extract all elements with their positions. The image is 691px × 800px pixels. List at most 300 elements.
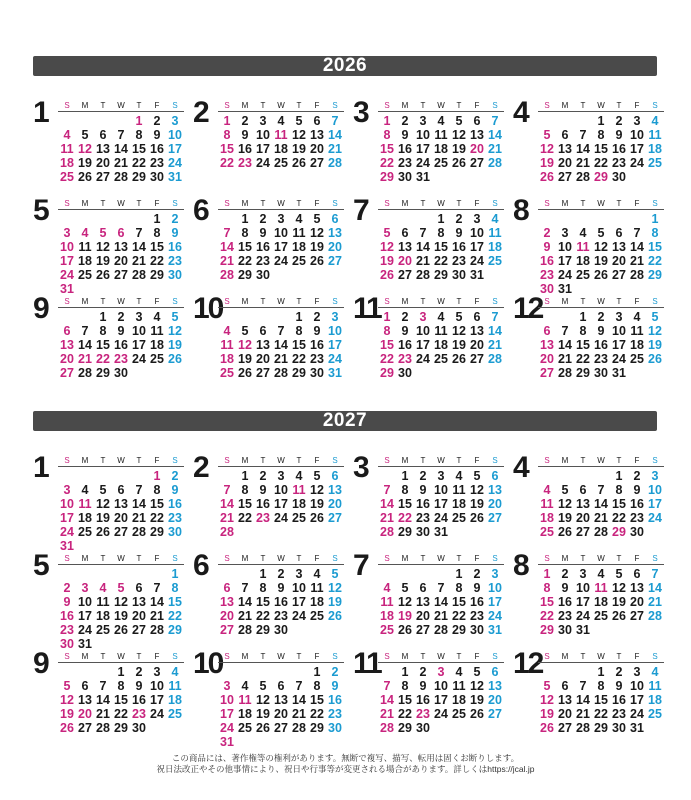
day-cell: 23 xyxy=(558,609,572,623)
day-cell: 17 xyxy=(150,693,164,707)
empty-cell xyxy=(556,310,574,324)
day-cell: 28 xyxy=(416,268,430,282)
footer-line-1: この商品には、著作権等の権利があります。無断で複写、描写、転用は固くお断りします。 xyxy=(171,753,520,763)
day-cell: 10 xyxy=(630,128,644,142)
weekday-label: F xyxy=(634,652,640,661)
month-8 xyxy=(513,194,673,299)
day-cell: 3 xyxy=(651,469,659,483)
day-cell: 29 xyxy=(540,623,554,637)
day-cell: 4 xyxy=(651,665,659,679)
day-cell: 21 xyxy=(594,511,608,525)
empty-cell xyxy=(574,469,592,483)
empty-cell xyxy=(94,665,112,679)
day-cell: 28 xyxy=(558,366,572,380)
day-cell: 28 xyxy=(328,156,342,170)
empty-cell xyxy=(290,665,308,679)
day-cell: 11 xyxy=(150,324,164,338)
weekday-label: W xyxy=(597,456,605,465)
day-cell: 14 xyxy=(220,497,234,511)
day-grid xyxy=(218,567,344,637)
day-cell: 28 xyxy=(488,156,502,170)
day-cell: 1 xyxy=(153,212,161,226)
weekday-label: W xyxy=(277,199,285,208)
day-cell: 5 xyxy=(383,226,391,240)
weekday-label: M xyxy=(81,297,89,306)
day-cell: 8 xyxy=(437,226,445,240)
empty-cell xyxy=(272,310,290,324)
day-cell: 5 xyxy=(597,226,605,240)
weekday-label: M xyxy=(81,554,89,563)
day-cell: 10 xyxy=(470,226,484,240)
day-cell: 28 xyxy=(380,525,394,539)
day-cell: 31 xyxy=(488,623,502,637)
day-cell: 2 xyxy=(561,567,569,581)
weekday-label: M xyxy=(401,101,409,110)
day-cell: 12 xyxy=(328,581,342,595)
day-cell: 11 xyxy=(168,679,182,693)
empty-cell xyxy=(112,114,130,128)
weekday-label: F xyxy=(634,456,640,465)
day-cell: 23 xyxy=(398,156,412,170)
day-cell: 5 xyxy=(473,665,481,679)
day-cell: 28 xyxy=(488,352,502,366)
day-cell: 19 xyxy=(292,142,306,156)
day-cell: 29 xyxy=(398,525,412,539)
weekday-label: S xyxy=(544,101,550,110)
weekday-label: S xyxy=(224,652,230,661)
day-cell: 10 xyxy=(630,679,644,693)
day-cell: 15 xyxy=(398,497,412,511)
day-cell: 13 xyxy=(310,128,324,142)
day-cell: 13 xyxy=(470,324,484,338)
empty-cell xyxy=(218,665,236,679)
day-cell: 31 xyxy=(630,721,644,735)
day-cell: 4 xyxy=(437,310,445,324)
day-cell: 10 xyxy=(416,128,430,142)
day-cell: 18 xyxy=(630,338,644,352)
day-cell: 18 xyxy=(78,254,92,268)
month-10 xyxy=(193,292,353,397)
day-cell: 8 xyxy=(171,581,179,595)
empty-cell xyxy=(592,469,610,483)
month-6 xyxy=(193,549,353,654)
month-calendar xyxy=(58,199,184,296)
day-cell: 25 xyxy=(630,352,644,366)
day-grid xyxy=(218,665,344,749)
day-cell: 31 xyxy=(576,623,590,637)
day-cell: 1 xyxy=(99,310,107,324)
day-cell: 1 xyxy=(437,212,445,226)
day-cell: 20 xyxy=(78,707,92,721)
empty-cell xyxy=(414,212,432,226)
weekday-label: F xyxy=(154,199,160,208)
day-cell: 6 xyxy=(277,679,285,693)
day-cell: 6 xyxy=(633,567,641,581)
day-cell: 28 xyxy=(274,366,288,380)
day-cell: 23 xyxy=(256,511,270,525)
month-calendar xyxy=(378,456,504,539)
day-cell: 28 xyxy=(132,525,146,539)
day-cell: 13 xyxy=(220,595,234,609)
day-cell: 22 xyxy=(238,254,252,268)
day-cell: 23 xyxy=(168,511,182,525)
month-number: 11 xyxy=(353,647,381,680)
empty-cell xyxy=(396,212,414,226)
weekday-label: T xyxy=(296,101,302,110)
day-cell: 6 xyxy=(81,679,89,693)
day-cell: 22 xyxy=(452,609,466,623)
day-cell: 10 xyxy=(60,497,74,511)
day-cell: 18 xyxy=(310,595,324,609)
day-cell: 8 xyxy=(579,324,587,338)
weekday-label: T xyxy=(296,554,302,563)
day-cell: 20 xyxy=(470,142,484,156)
month-8 xyxy=(513,549,673,654)
month-2 xyxy=(193,451,353,556)
day-cell: 7 xyxy=(81,324,89,338)
day-cell: 2 xyxy=(419,665,427,679)
empty-cell xyxy=(76,665,94,679)
day-cell: 11 xyxy=(292,483,306,497)
day-cell: 30 xyxy=(168,525,182,539)
day-cell: 15 xyxy=(434,240,448,254)
day-cell: 21 xyxy=(434,609,448,623)
weekday-label: T xyxy=(136,456,142,465)
day-cell: 18 xyxy=(96,609,110,623)
day-cell: 16 xyxy=(398,142,412,156)
day-cell: 14 xyxy=(416,240,430,254)
day-cell: 5 xyxy=(99,226,107,240)
day-cell: 3 xyxy=(63,483,71,497)
day-cell: 25 xyxy=(292,254,306,268)
day-cell: 18 xyxy=(594,595,608,609)
day-cell: 23 xyxy=(416,707,430,721)
weekday-label: T xyxy=(100,297,106,306)
day-cell: 23 xyxy=(540,268,554,282)
day-cell: 2 xyxy=(259,469,267,483)
day-cell: 6 xyxy=(419,581,427,595)
weekday-label: T xyxy=(260,456,266,465)
day-cell: 18 xyxy=(380,609,394,623)
day-cell: 2 xyxy=(401,114,409,128)
day-cell: 10 xyxy=(256,128,270,142)
day-cell: 24 xyxy=(150,707,164,721)
day-cell: 2 xyxy=(615,114,623,128)
day-cell: 24 xyxy=(168,156,182,170)
weekday-header xyxy=(378,554,504,565)
day-cell: 18 xyxy=(274,142,288,156)
day-cell: 8 xyxy=(153,483,161,497)
day-cell: 23 xyxy=(256,254,270,268)
day-cell: 30 xyxy=(470,623,484,637)
day-cell: 25 xyxy=(150,352,164,366)
empty-cell xyxy=(94,114,112,128)
weekday-label: S xyxy=(332,554,338,563)
day-cell: 13 xyxy=(114,497,128,511)
month-number: 8 xyxy=(513,194,528,227)
empty-cell xyxy=(538,665,556,679)
day-cell: 22 xyxy=(398,511,412,525)
day-cell: 25 xyxy=(594,609,608,623)
day-cell: 5 xyxy=(473,469,481,483)
weekday-label: F xyxy=(314,297,320,306)
month-1 xyxy=(33,451,193,556)
day-cell: 3 xyxy=(633,114,641,128)
day-cell: 20 xyxy=(398,254,412,268)
day-cell: 21 xyxy=(96,707,110,721)
day-cell: 20 xyxy=(274,707,288,721)
day-cell: 25 xyxy=(78,268,92,282)
day-cell: 15 xyxy=(452,595,466,609)
day-cell: 22 xyxy=(648,254,662,268)
day-cell: 3 xyxy=(135,310,143,324)
day-cell: 24 xyxy=(292,609,306,623)
empty-cell xyxy=(254,310,272,324)
day-cell: 29 xyxy=(452,623,466,637)
weekday-label: F xyxy=(474,101,480,110)
day-cell: 20 xyxy=(114,511,128,525)
day-cell: 23 xyxy=(238,156,252,170)
day-cell: 3 xyxy=(331,310,339,324)
weekday-label: W xyxy=(597,101,605,110)
day-cell: 17 xyxy=(416,338,430,352)
day-cell: 12 xyxy=(114,595,128,609)
day-cell: 11 xyxy=(220,338,234,352)
day-cell: 13 xyxy=(612,240,626,254)
month-number: 6 xyxy=(193,194,208,227)
weekday-label: S xyxy=(652,652,658,661)
day-cell: 24 xyxy=(416,352,430,366)
day-cell: 29 xyxy=(310,721,324,735)
weekday-label: T xyxy=(296,456,302,465)
day-cell: 13 xyxy=(60,338,74,352)
day-cell: 22 xyxy=(310,707,324,721)
month-calendar xyxy=(538,554,664,637)
day-cell: 29 xyxy=(648,268,662,282)
day-grid xyxy=(58,310,184,380)
weekday-label: M xyxy=(241,101,249,110)
day-cell: 28 xyxy=(594,525,608,539)
day-cell: 12 xyxy=(292,128,306,142)
month-calendar xyxy=(538,297,664,380)
day-cell: 28 xyxy=(220,525,234,539)
day-cell: 13 xyxy=(630,581,644,595)
day-cell: 17 xyxy=(328,338,342,352)
day-cell: 17 xyxy=(256,142,270,156)
day-cell: 16 xyxy=(416,497,430,511)
day-cell: 8 xyxy=(295,324,303,338)
day-cell: 31 xyxy=(416,170,430,184)
day-cell: 9 xyxy=(633,483,641,497)
day-cell: 31 xyxy=(220,735,234,749)
day-cell: 1 xyxy=(135,114,143,128)
day-grid xyxy=(218,114,344,170)
day-cell: 16 xyxy=(256,497,270,511)
day-cell: 8 xyxy=(383,324,391,338)
day-cell: 18 xyxy=(648,693,662,707)
day-cell: 14 xyxy=(238,595,252,609)
day-cell: 7 xyxy=(99,679,107,693)
weekday-label: F xyxy=(474,297,480,306)
day-cell: 30 xyxy=(132,721,146,735)
day-cell: 26 xyxy=(168,352,182,366)
month-2 xyxy=(193,96,353,201)
day-cell: 2 xyxy=(313,310,321,324)
month-calendar xyxy=(538,652,664,735)
day-cell: 14 xyxy=(96,693,110,707)
weekday-header xyxy=(378,456,504,467)
day-cell: 13 xyxy=(558,142,572,156)
day-cell: 7 xyxy=(383,679,391,693)
day-cell: 2 xyxy=(277,567,285,581)
day-cell: 22 xyxy=(398,707,412,721)
day-cell: 5 xyxy=(331,567,339,581)
day-cell: 30 xyxy=(328,721,342,735)
weekday-label: W xyxy=(117,101,125,110)
day-cell: 26 xyxy=(256,721,270,735)
day-cell: 19 xyxy=(96,254,110,268)
day-cell: 28 xyxy=(648,609,662,623)
day-cell: 16 xyxy=(132,693,146,707)
day-cell: 11 xyxy=(60,142,74,156)
day-cell: 30 xyxy=(256,268,270,282)
day-cell: 10 xyxy=(168,128,182,142)
day-cell: 27 xyxy=(488,511,502,525)
day-cell: 15 xyxy=(594,142,608,156)
day-cell: 19 xyxy=(452,142,466,156)
weekday-label: T xyxy=(456,652,462,661)
day-cell: 11 xyxy=(434,324,448,338)
day-cell: 28 xyxy=(576,170,590,184)
day-grid xyxy=(378,310,504,380)
day-cell: 30 xyxy=(398,366,412,380)
empty-cell xyxy=(58,114,76,128)
day-cell: 14 xyxy=(630,240,644,254)
day-cell: 5 xyxy=(313,469,321,483)
day-cell: 23 xyxy=(60,623,74,637)
day-cell: 26 xyxy=(540,170,554,184)
day-cell: 30 xyxy=(114,366,128,380)
weekday-header xyxy=(218,101,344,112)
weekday-label: T xyxy=(260,297,266,306)
day-cell: 30 xyxy=(310,366,324,380)
empty-cell xyxy=(58,567,76,581)
day-cell: 17 xyxy=(558,254,572,268)
day-cell: 6 xyxy=(561,679,569,693)
day-cell: 19 xyxy=(380,254,394,268)
empty-cell xyxy=(236,310,254,324)
day-cell: 5 xyxy=(171,310,179,324)
empty-cell xyxy=(628,212,646,226)
day-cell: 21 xyxy=(238,609,252,623)
empty-cell xyxy=(538,310,556,324)
day-cell: 10 xyxy=(416,324,430,338)
day-cell: 6 xyxy=(473,310,481,324)
day-cell: 1 xyxy=(543,567,551,581)
day-cell: 23 xyxy=(168,254,182,268)
day-cell: 27 xyxy=(470,156,484,170)
weekday-label: S xyxy=(172,297,178,306)
day-cell: 27 xyxy=(328,511,342,525)
day-cell: 9 xyxy=(259,226,267,240)
weekday-label: W xyxy=(597,652,605,661)
day-cell: 27 xyxy=(612,268,626,282)
weekday-label: T xyxy=(136,297,142,306)
day-cell: 2 xyxy=(259,212,267,226)
day-cell: 9 xyxy=(543,240,551,254)
weekday-label: F xyxy=(154,101,160,110)
day-cell: 9 xyxy=(135,679,143,693)
day-cell: 18 xyxy=(540,511,554,525)
day-cell: 2 xyxy=(455,212,463,226)
weekday-label: T xyxy=(136,554,142,563)
weekday-label: S xyxy=(384,199,390,208)
day-cell: 26 xyxy=(96,525,110,539)
month-calendar xyxy=(218,297,344,380)
day-cell: 22 xyxy=(256,609,270,623)
day-cell: 3 xyxy=(63,226,71,240)
weekday-header xyxy=(58,456,184,467)
weekday-header xyxy=(538,101,664,112)
weekday-label: S xyxy=(332,297,338,306)
weekday-label: S xyxy=(64,554,70,563)
day-grid xyxy=(538,665,664,735)
day-cell: 30 xyxy=(612,721,626,735)
day-cell: 25 xyxy=(310,609,324,623)
month-number: 4 xyxy=(513,96,528,129)
day-cell: 20 xyxy=(328,497,342,511)
day-cell: 23 xyxy=(150,156,164,170)
day-cell: 1 xyxy=(241,212,249,226)
day-cell: 2 xyxy=(63,581,71,595)
day-cell: 29 xyxy=(292,366,306,380)
day-cell: 24 xyxy=(630,707,644,721)
day-cell: 4 xyxy=(241,679,249,693)
day-cell: 3 xyxy=(437,469,445,483)
day-cell: 5 xyxy=(561,483,569,497)
day-cell: 19 xyxy=(452,338,466,352)
day-cell: 7 xyxy=(383,483,391,497)
empty-cell xyxy=(112,212,130,226)
empty-cell xyxy=(574,665,592,679)
weekday-label: S xyxy=(492,297,498,306)
day-cell: 3 xyxy=(153,665,161,679)
day-cell: 3 xyxy=(419,114,427,128)
day-cell: 12 xyxy=(238,338,252,352)
day-cell: 2 xyxy=(543,226,551,240)
day-cell: 15 xyxy=(238,497,252,511)
month-3 xyxy=(353,96,513,201)
weekday-label: M xyxy=(81,652,89,661)
day-cell: 17 xyxy=(630,142,644,156)
day-cell: 31 xyxy=(328,366,342,380)
weekday-header xyxy=(538,554,664,565)
empty-cell xyxy=(76,212,94,226)
day-cell: 12 xyxy=(470,679,484,693)
empty-cell xyxy=(378,665,396,679)
empty-cell xyxy=(130,212,148,226)
day-cell: 4 xyxy=(313,567,321,581)
month-number: 7 xyxy=(353,549,368,582)
weekday-header xyxy=(378,101,504,112)
day-cell: 21 xyxy=(380,707,394,721)
weekday-label: T xyxy=(100,652,106,661)
weekday-label: T xyxy=(616,199,622,208)
day-cell: 28 xyxy=(220,268,234,282)
day-cell: 4 xyxy=(633,310,641,324)
weekday-label: M xyxy=(561,199,569,208)
day-cell: 26 xyxy=(594,268,608,282)
